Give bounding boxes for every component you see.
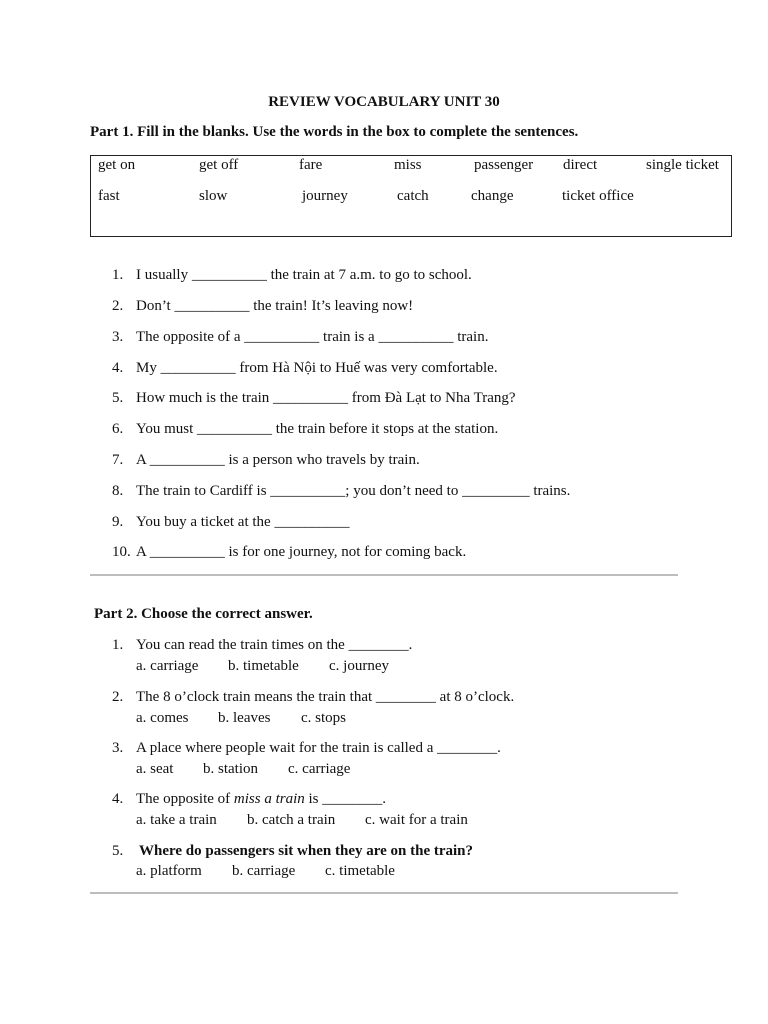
word-box-item: passenger bbox=[474, 157, 534, 173]
fill-question bbox=[112, 390, 516, 407]
question-number: 2. bbox=[112, 298, 124, 314]
answer-option: b. timetable bbox=[228, 658, 299, 674]
question-number: 5. bbox=[112, 390, 124, 406]
fill-question bbox=[112, 298, 413, 315]
page-title: REVIEW VOCABULARY UNIT 30 bbox=[268, 94, 500, 110]
section-divider bbox=[90, 892, 678, 894]
word-box-item: single ticket bbox=[646, 157, 719, 173]
question-text: Where do passengers sit when they are on the train? bbox=[139, 843, 474, 859]
answer-option: c. timetable bbox=[325, 863, 395, 879]
word-box-item: ticket office bbox=[562, 188, 634, 204]
question-number: 10. bbox=[112, 544, 131, 560]
fill-question bbox=[112, 421, 498, 438]
question-number: 5. bbox=[112, 843, 124, 859]
question-number: 3. bbox=[112, 329, 124, 345]
word-box bbox=[90, 155, 732, 237]
fill-question bbox=[112, 360, 498, 377]
word-box-item: fare bbox=[299, 157, 323, 173]
word-box-item: change bbox=[471, 188, 514, 204]
answer-option: c. wait for a train bbox=[365, 812, 468, 828]
question-text: You buy a ticket at the __________ bbox=[136, 514, 350, 530]
choice-question bbox=[112, 740, 501, 757]
part2-heading: Part 2. Choose the correct answer. bbox=[94, 606, 313, 622]
word-box-item: fast bbox=[98, 188, 120, 204]
answer-option: b. station bbox=[203, 761, 258, 777]
part1-heading: Part 1. Fill in the blanks. Use the words in the box to complete the sentences. bbox=[90, 124, 579, 140]
answer-option: b. carriage bbox=[232, 863, 296, 879]
choice-question bbox=[112, 689, 514, 706]
fill-question bbox=[112, 483, 570, 500]
fill-question bbox=[112, 544, 466, 561]
question-text: I usually __________ the train at 7 a.m. to go to school. bbox=[136, 267, 472, 283]
question-text: You can read the train times on the ________. bbox=[136, 637, 413, 653]
question-text-after: is ________. bbox=[304, 791, 387, 807]
question-text: The 8 o’clock train means the train that ________ at 8 o’clock. bbox=[136, 689, 515, 705]
fill-question bbox=[112, 452, 420, 469]
word-box-item: journey bbox=[302, 188, 348, 204]
question-text: You must __________ the train before it stops at the station. bbox=[136, 421, 499, 437]
question-text: A place where people wait for the train is called a ________. bbox=[136, 740, 501, 756]
fill-question bbox=[112, 514, 349, 531]
word-box-item: get on bbox=[98, 157, 136, 173]
word-box-item: direct bbox=[563, 157, 598, 173]
question-text: The train to Cardiff is __________; you don’t need to _________ trains. bbox=[136, 483, 571, 499]
word-box-item: miss bbox=[394, 157, 422, 173]
answer-option: a. seat bbox=[136, 761, 174, 777]
question-text: Don’t __________ the train! It’s leaving now! bbox=[136, 298, 414, 314]
fill-question bbox=[112, 329, 488, 346]
question-text: The opposite of a __________ train is a __________ train. bbox=[136, 329, 489, 345]
question-number: 3. bbox=[112, 740, 124, 756]
question-text: A __________ is a person who travels by train. bbox=[136, 452, 420, 468]
question-text: My __________ from Hà Nội to Huế was very comfortable. bbox=[136, 360, 498, 376]
section-divider bbox=[90, 574, 678, 576]
question-number: 4. bbox=[112, 791, 124, 807]
answer-option: a. comes bbox=[136, 710, 189, 726]
question-number: 9. bbox=[112, 514, 124, 530]
question-number: 2. bbox=[112, 689, 124, 705]
answer-option: c. carriage bbox=[288, 761, 351, 777]
answer-option: c. journey bbox=[329, 658, 389, 674]
answer-option: a. take a train bbox=[136, 812, 217, 828]
question-number: 4. bbox=[112, 360, 124, 376]
answer-option: b. catch a train bbox=[247, 812, 336, 828]
word-box-item: catch bbox=[397, 188, 429, 204]
question-number: 8. bbox=[112, 483, 124, 499]
choice-question bbox=[112, 843, 473, 860]
question-text: How much is the train __________ from Đà Lạt to Nha Trang? bbox=[136, 390, 516, 406]
answer-option: a. carriage bbox=[136, 658, 199, 674]
word-box-item: get off bbox=[199, 157, 239, 173]
question-text: A __________ is for one journey, not for coming back. bbox=[136, 544, 467, 560]
question-number: 1. bbox=[112, 267, 124, 283]
question-text-before: The opposite of bbox=[136, 791, 234, 807]
question-number: 6. bbox=[112, 421, 124, 437]
question-number: 1. bbox=[112, 637, 124, 653]
answer-option: c. stops bbox=[301, 710, 346, 726]
choice-question bbox=[112, 637, 412, 654]
answer-option: b. leaves bbox=[218, 710, 271, 726]
answer-option: a. platform bbox=[136, 863, 202, 879]
fill-question bbox=[112, 267, 472, 284]
word-box-item: slow bbox=[199, 188, 228, 204]
question-text-italic: miss a train bbox=[233, 791, 305, 807]
question-number: 7. bbox=[112, 452, 124, 468]
choice-question bbox=[112, 791, 386, 808]
